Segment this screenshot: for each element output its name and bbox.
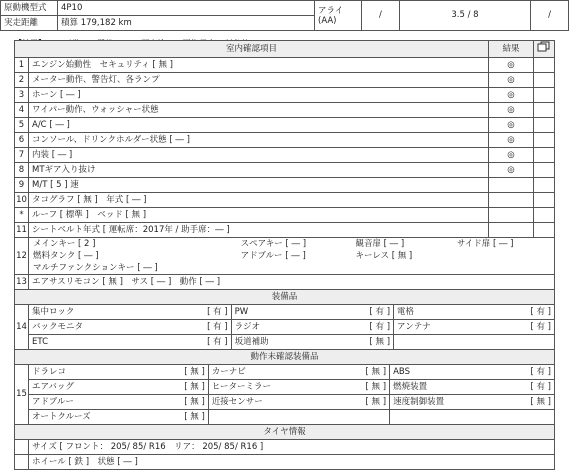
row-item: メーター動作、警告灯、各ランプ [29,73,489,88]
row-extra [534,133,555,148]
table-row [15,88,555,103]
equipment-name: 速度制御装置 [390,395,502,410]
row-result [489,208,534,223]
table-row [15,275,555,290]
equipment-status: [ 無 ] [155,380,208,395]
equipment-grid [29,305,555,350]
table-row [15,290,555,305]
mileage-label: 実走距離 [1,16,58,31]
table-row [15,178,555,193]
row-number: 4 [15,103,29,118]
equipment-name: カーナビ [208,365,336,380]
row-item: A/C [ ― ] [29,118,489,133]
table-row [15,148,555,163]
row-number: 9 [15,178,29,193]
equipment-status: [ 有 ] [490,305,554,320]
equipment-status [337,410,390,425]
row-extra [534,223,555,238]
row-number: 15 [15,365,29,425]
align-value-3: / [531,1,569,31]
row-number: 14 [15,305,29,350]
equipment-name: ヒーターミラー [208,380,336,395]
row-item: MTギア入り抜け [29,163,489,178]
equipment-name: バックモニタ [29,320,166,335]
row-item: ワイパー動作、ウォッシャー状態 [29,103,489,118]
table-row [15,365,555,425]
row-item: ホーン [ ― ] [29,88,489,103]
row-number: 7 [15,148,29,163]
table-row [15,193,555,208]
row-result: ◎ [489,88,534,103]
align-value-1: / [362,1,400,31]
table-row [15,440,555,455]
row-number: 11 [15,223,29,238]
tire-header: タイヤ情報 [15,425,555,440]
equipment-name: ABS [390,365,502,380]
table-row [15,238,555,275]
unconfirmed-header: 動作未確認装備品 [15,350,555,365]
row-extra [534,163,555,178]
equipment-status: [ 無 ] [502,395,554,410]
equipment-status [502,410,554,425]
equipment-name: ETC [29,335,166,350]
row-extra [534,148,555,163]
row-result: ◎ [489,73,534,88]
row-extra [534,58,555,73]
row-result: ◎ [489,133,534,148]
align-label: アライ (AA) [315,1,362,31]
row-result: ◎ [489,58,534,73]
key-info-cell [29,238,555,275]
row-item: タコグラフ [ 無 ] 年式 [ ― ] [29,193,489,208]
equipment-status [490,335,554,350]
row-item: コンソール、ドリンクホルダー状態 [ ― ] [29,133,489,148]
equipment-name: アンテナ [394,320,491,335]
equipment-status: [ 有 ] [329,320,394,335]
row-number [15,440,29,455]
equipment-status: [ 無 ] [329,335,394,350]
equipment-status: [ 無 ] [155,395,208,410]
row-number: 3 [15,88,29,103]
row-item: シートベルト年式 [ 運転席：2017年 / 助手席：― ] [29,223,489,238]
row-number: 10 [15,193,29,208]
key-info-item: サイド扉 [ ― ] [456,239,514,249]
equipment-name: 近接センサー [208,395,336,410]
table-row [15,455,555,470]
key-info-item: マルチファンクションキー [ ― ] [33,263,158,273]
row-result [489,178,534,193]
table-row [15,58,555,73]
equipment-name: アドブルー [29,395,155,410]
model-label: 原動機型式 [1,1,58,16]
row-item: エアサスリモコン [ 無 ] サス [ ― ] 動作 [ ― ] [29,275,555,290]
row-result: ◎ [489,118,534,133]
equipment-status: [ 無 ] [337,365,390,380]
equipment-name [208,410,336,425]
key-info-item: 燃料タンク [ ― ] [33,251,99,261]
equipment-status: [ 有 ] [502,365,554,380]
key-info-item: アドブルー [ ― ] [240,251,306,261]
key-info-item [237,262,352,274]
table-row [15,118,555,133]
row-number: 8 [15,163,29,178]
inspection-table [14,40,555,470]
equipment-status: [ 有 ] [166,305,231,320]
unconfirmed-grid [29,365,555,425]
main-header: 室内確認項目 [15,41,489,58]
equipment-name: オートクルーズ [29,410,155,425]
tire-wheel: ホイール [ 鉄 ] 状態 [ ― ] [29,455,555,470]
row-extra [534,88,555,103]
row-number: 1 [15,58,29,73]
copy-icon[interactable] [534,41,555,58]
equipment-status: [ 有 ] [490,320,554,335]
equipment-name: 電格 [394,305,491,320]
table-row [15,163,555,178]
key-info-item [453,262,554,274]
key-info-item [351,262,452,274]
table-row [15,208,555,223]
row-number: 2 [15,73,29,88]
row-extra [534,103,555,118]
row-extra [534,208,555,223]
equipment-status: [ 有 ] [166,335,231,350]
row-extra [534,193,555,208]
row-number: * [15,208,29,223]
key-info-item: スペアキー [ ― ] [240,239,307,249]
row-result [489,223,534,238]
vehicle-info-table [0,0,569,31]
row-result: ◎ [489,103,534,118]
equipment-status: [ 有 ] [166,320,231,335]
equipment-header: 装備品 [15,290,555,305]
equipment-status: [ 無 ] [337,395,390,410]
row-result [489,193,534,208]
table-row [15,350,555,365]
table-row [15,73,555,88]
equipment-status: [ 無 ] [155,365,208,380]
equipment-name: ドラレコ [29,365,155,380]
row-number: 6 [15,133,29,148]
row-result: ◎ [489,163,534,178]
equipment-name: 坂道補助 [231,335,328,350]
key-info-item: メインキー [ 2 ] [33,239,96,249]
equipment-name: ラジオ [231,320,328,335]
equipment-name: 集中ロック [29,305,166,320]
equipment-name [390,410,502,425]
row-extra [534,73,555,88]
equipment-status: [ 有 ] [329,305,394,320]
table-row [15,425,555,440]
table-row [15,133,555,148]
result-header: 結果 [489,41,534,58]
row-item: エンジン始動性 セキュリティ [ 無 ] [29,58,489,73]
table-row [15,103,555,118]
mileage-value: 積算 179,182 km [58,16,315,31]
row-item: 内装 [ ― ] [29,148,489,163]
align-value-2: 3.5 / 8 [399,1,530,31]
key-info-item: 観音扉 [ ― ] [355,239,405,249]
key-info-item [453,250,554,262]
table-row [15,305,555,350]
row-number: 13 [15,275,29,290]
row-extra [534,178,555,193]
equipment-name: 燃焼装置 [390,380,502,395]
equipment-name: エアバッグ [29,380,155,395]
model-value: 4P10 [58,1,315,16]
row-item: ルーフ [ 標準 ] ベッド [ 無 ] [29,208,489,223]
equipment-status: [ 無 ] [155,410,208,425]
row-number [15,455,29,470]
key-info-item: キーレス [ 無 ] [355,251,413,261]
equipment-name: PW [231,305,328,320]
row-number: 12 [15,238,29,275]
equipment-name [394,335,491,350]
row-result: ◎ [489,148,534,163]
row-number: 5 [15,118,29,133]
row-extra [534,118,555,133]
equipment-status: [ 有 ] [502,380,554,395]
equipment-status: [ 無 ] [337,380,390,395]
table-row [15,223,555,238]
row-item: M/T [ 5 ] 速 [29,178,489,193]
tire-size: サイズ [ フロント： 205/ 85/ R16 リア： 205/ 85/ R16 ] [29,440,555,455]
